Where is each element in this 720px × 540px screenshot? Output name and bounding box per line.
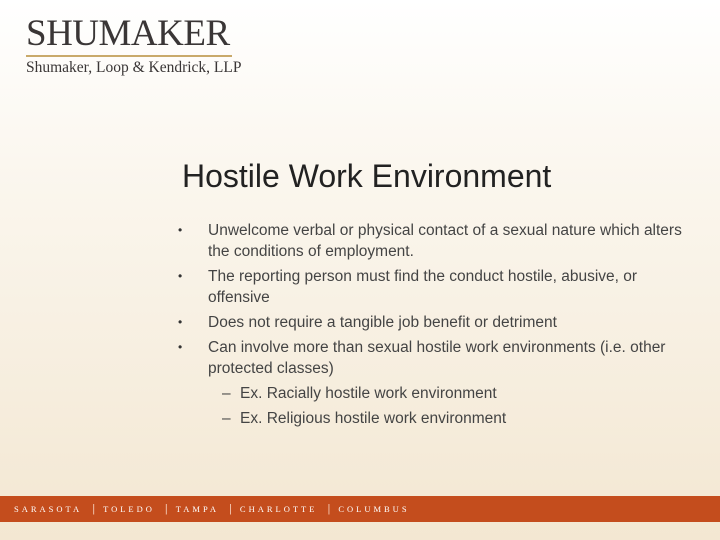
footer-bar xyxy=(0,496,720,522)
slide-title: Hostile Work Environment xyxy=(182,158,552,194)
bullet-marker: • xyxy=(178,315,183,329)
footer-separator: | xyxy=(327,503,331,515)
bullet-item xyxy=(178,337,694,379)
logo-firm-name: Shumaker, Loop & Kendrick, LLP xyxy=(26,59,242,76)
bullet-text: Does not require a tangible job benefit or detriment xyxy=(208,314,557,331)
sub-bullet-item xyxy=(182,383,694,404)
footer-separator: | xyxy=(229,503,232,515)
footer-separator: | xyxy=(164,503,168,515)
office-columbus: COLUMBUS xyxy=(338,504,410,514)
office-toledo: TOLEDO xyxy=(103,504,155,514)
sub-bullet-text: Ex. Racially hostile work environment xyxy=(240,385,497,402)
bullet-text: Unwelcome verbal or physical contact of a sexual nature which alters the conditions of employment. xyxy=(208,222,682,260)
bullet-list xyxy=(178,220,694,429)
sub-bullet-item xyxy=(182,408,694,429)
office-sarasota: SARASOTA xyxy=(14,504,83,514)
sub-bullet-marker: – xyxy=(222,410,231,427)
office-tampa: TAMPA xyxy=(175,504,220,514)
bullet-marker: • xyxy=(178,223,183,237)
sub-bullet-text: Ex. Religious hostile work environment xyxy=(240,410,507,427)
bullet-marker: • xyxy=(178,269,183,283)
footer-separator: | xyxy=(92,503,96,515)
logo-wordmark: SHUMAKER xyxy=(26,13,230,54)
bullet-text: Can involve more than sexual hostile work environments (i.e. other protected classes) xyxy=(208,339,666,377)
bullet-item xyxy=(178,266,694,308)
office-locations xyxy=(0,503,410,515)
bullet-marker: • xyxy=(178,340,183,354)
logo-divider xyxy=(26,55,232,57)
firm-logo xyxy=(26,14,241,77)
bullet-text: The reporting person must find the conduct hostile, abusive, or offensive xyxy=(208,268,638,306)
office-charlotte: CHARLOTTE xyxy=(239,504,318,514)
sub-bullet-marker: – xyxy=(222,385,231,402)
bullet-item xyxy=(178,312,694,333)
bullet-item xyxy=(178,220,694,262)
